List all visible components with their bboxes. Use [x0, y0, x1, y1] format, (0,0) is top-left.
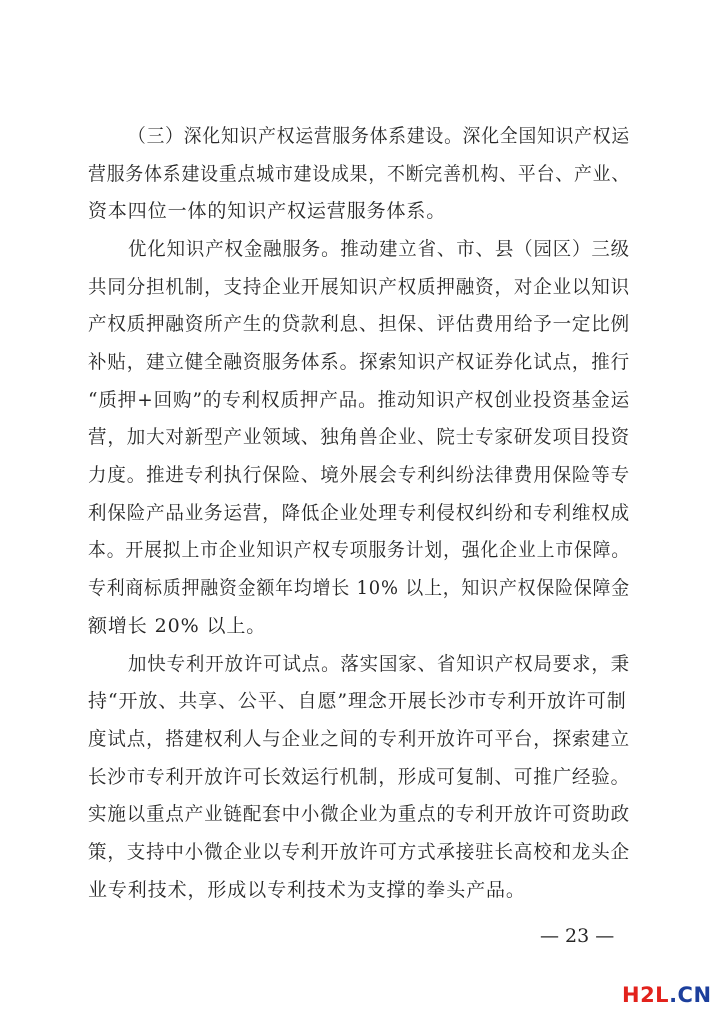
text-line: 营服务体系建设重点城市建设成果，不断完善机构、平台、产业、 — [88, 163, 631, 185]
text-line: 共同分担机制，支持企业开展知识产权质押融资，对企业以知识 — [88, 276, 630, 298]
text-line: 营，加大对新型产业领域、独角兽企业、院士专家研发项目投资 — [88, 426, 630, 448]
text-line: （三）深化知识产权运营服务体系建设。深化全国知识产权运 — [128, 125, 631, 147]
watermark-part-2: .CN — [669, 983, 712, 1007]
text-line: 本。开展拟上市企业知识产权专项服务计划，强化企业上市保障。 — [88, 539, 631, 561]
text-line: 专利商标质押融资金额年均增长 10% 以上，知识产权保险保障金 — [88, 577, 630, 599]
text-line: 额增长 20% 以上。 — [88, 615, 267, 637]
text-line: 度试点，搭建权利人与企业之间的专利开放许可平台，探索建立 — [88, 728, 630, 750]
page-number: — 23 — — [540, 925, 615, 947]
text-line: 实施以重点产业链配套中小微企业为重点的专利开放许可资助政 — [88, 803, 630, 825]
text-line: 产权质押融资所产生的贷款利息、担保、评估费用给予一定比例 — [88, 313, 630, 335]
text-line: “质押+回购”的专利权质押产品。推动知识产权创业投资基金运 — [88, 389, 631, 411]
text-line: 利保险产品业务运营，降低企业处理专利侵权纠纷和专利维权成 — [88, 502, 630, 524]
text-line: 业专利技术，形成以专利技术为支撑的拳头产品。 — [88, 879, 526, 901]
text-line: 力度。推进专利执行保险、境外展会专利纠纷法律费用保险等专 — [88, 464, 630, 486]
text-line: 资本四位一体的知识产权运营服务体系。 — [88, 200, 447, 222]
text-line: 策，支持中小微企业以专利开放许可方式承接驻长高校和龙头企 — [88, 841, 630, 863]
text-line: 优化知识产权金融服务。推动建立省、市、县（园区）三级 — [128, 238, 630, 260]
watermark-logo — [622, 982, 712, 1008]
text-line: 加快专利开放许可试点。落实国家、省知识产权局要求，秉 — [128, 653, 630, 675]
text-line: 长沙市专利开放许可长效运行机制，形成可复制、可推广经验。 — [88, 766, 630, 788]
watermark-part-1: H2L — [622, 983, 670, 1007]
text-line: 持“开放、共享、公平、自愿”理念开展长沙市专利开放许可制 — [88, 690, 627, 712]
text-line: 补贴，建立健全融资服务体系。探索知识产权证券化试点，推行 — [88, 351, 630, 373]
